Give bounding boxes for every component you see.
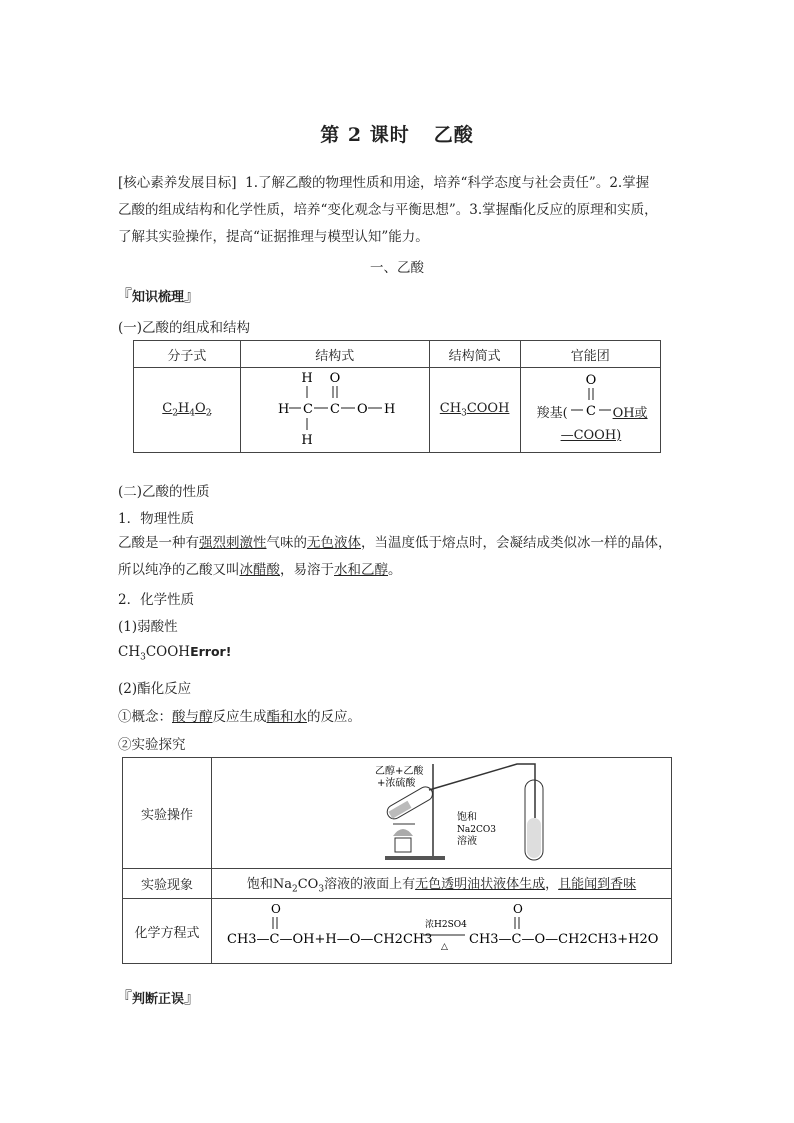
solution-liquid-icon (527, 818, 541, 858)
row-phenomenon-label: 实验现象 (123, 869, 212, 899)
equation-right: CH3—C—O—CH2CH3+H2O (468, 932, 658, 947)
burner-icon (395, 838, 411, 852)
equation-heat: △ (440, 942, 448, 952)
svg-text:C: C (302, 402, 313, 417)
carboxyl-alt: —COOH) (560, 428, 622, 443)
section-heading: 一、乙酸 (370, 260, 424, 276)
concept-line (118, 705, 361, 725)
goals-paragraph (118, 170, 678, 251)
equation-diagram (217, 899, 667, 959)
equation-cell (212, 899, 672, 964)
goals-line-3: 了解其实验操作，提高“证据推理与模型认知”能力。 (118, 229, 429, 245)
phys-text: ，当温度低于熔点时，会凝结成类似冰一样的晶体， (361, 535, 672, 551)
page-title (0, 120, 794, 147)
svg-text:O: O (585, 373, 596, 388)
svg-text:H: H (301, 433, 313, 448)
diagram-label-reactants: 乙醇+乙酸 (374, 766, 423, 777)
bracket-open-icon: 『 (116, 286, 133, 305)
svg-text:C: C (585, 404, 596, 419)
carboxyl-label: 羧基( (536, 406, 568, 421)
phys-answer: 无色液体 (307, 535, 361, 551)
row-operation-label: 实验操作 (123, 758, 212, 869)
simple-formula: $CH_3COOH$ (429, 368, 520, 453)
phen-text: CO (297, 876, 319, 892)
knowledge-label: 知识梳理 (132, 290, 185, 305)
physical-paragraph (118, 530, 678, 584)
subsection-properties: (二)乙酸的性质 (118, 484, 210, 500)
phen-text: 溶液的液面上有 (324, 876, 416, 892)
svg-text:O: O (329, 371, 341, 386)
diagram-label-na2co3: Na2CO3 (456, 825, 496, 835)
svg-text:H: H (277, 402, 290, 417)
phys-answer: 冰醋酸 (239, 562, 280, 578)
delivery-tube-icon (429, 764, 535, 818)
concept-text: 反应生成 (212, 709, 267, 725)
equation-condition: 浓H2SO4 (424, 920, 467, 930)
diagram-label-solution: 溶液 (456, 836, 477, 847)
weak-acid-heading: (1)弱酸性 (118, 619, 178, 635)
phen-answer: 无色透明油状液体生成 (415, 876, 546, 892)
experiment-table (122, 757, 672, 964)
molecular-formula: $C_2H_4O_2$ (134, 368, 241, 453)
physical-heading: 1．物理性质 (118, 511, 195, 527)
diagram-label-acid: +浓硫酸 (376, 778, 415, 789)
concept-text: ①概念： (118, 709, 172, 725)
test-tube-icon (384, 784, 434, 821)
phys-answer: 水和乙醇 (334, 562, 388, 578)
judge-box-title (116, 985, 200, 1008)
structural-formula-diagram (245, 368, 425, 448)
equation-left: CH3—C—OH+H—O—CH2CH3 (226, 932, 432, 947)
svg-text:C: C (329, 402, 340, 417)
svg-text:H: H (301, 371, 313, 386)
phys-text: ，易溶于 (280, 562, 334, 578)
lesson-topic: 乙酸 (433, 124, 474, 146)
header-formula: 分子式 (134, 341, 241, 368)
svg-text:O: O (270, 902, 281, 916)
phys-text: 乙酸是一种有 (118, 535, 199, 551)
error-line: $CH_3COOHError$! (118, 644, 232, 663)
structure-table (133, 340, 661, 453)
row-equation-label: 化学方程式 (123, 899, 212, 964)
chemical-heading: 2．化学性质 (118, 592, 195, 608)
flame-icon (393, 829, 413, 836)
phys-answer: 强烈刺激性 (199, 535, 267, 551)
apparatus-diagram (217, 758, 667, 864)
judge-label: 判断正误 (132, 992, 185, 1007)
diagram-label-saturated: 饱和 (456, 812, 477, 823)
goals-label: [核心素养发展目标] (118, 175, 237, 191)
lesson-number: 第 2 课时 (320, 124, 410, 146)
goals-line-1: 1.了解乙酸的物理性质和用途，培养“科学态度与社会责任”。2.掌握 (245, 175, 650, 191)
apparatus-cell (212, 758, 672, 869)
phen-text: ， (545, 876, 559, 892)
error-text: Error! (190, 644, 232, 659)
phys-text: 。 (388, 562, 402, 578)
bracket-close-icon: 』 (184, 988, 201, 1007)
phenomenon-text: 饱和$Na_2CO_3$溶液的液面上有无色透明油状液体生成，且能闻到香味 (212, 869, 672, 899)
structural-formula (240, 368, 429, 453)
esterification-heading: (2)酯化反应 (118, 681, 192, 697)
carboxyl-oh: OH或 (612, 406, 648, 421)
concept-text: 的反应。 (307, 709, 361, 725)
bracket-close-icon: 』 (184, 286, 201, 305)
phen-answer: 且能闻到香味 (558, 876, 637, 892)
concept-answer: 酸与醇 (172, 709, 213, 725)
header-functional: 官能团 (520, 341, 660, 368)
experiment-heading: ②实验探究 (118, 737, 186, 753)
stand-base-icon (385, 856, 445, 860)
svg-text:H: H (383, 402, 396, 417)
knowledge-box-title (116, 283, 200, 306)
bracket-open-icon: 『 (116, 988, 133, 1007)
svg-text:O: O (512, 902, 523, 916)
concept-answer: 酯和水 (266, 709, 307, 725)
goals-line-2: 乙酸的组成结构和化学性质，培养“变化观念与平衡思想”。3.掌握酯化反应的原理和实质， (118, 202, 658, 218)
phys-text: 所以纯净的乙酸又叫 (118, 562, 240, 578)
phen-text: 饱和Na (246, 876, 292, 892)
phys-text: 气味的 (266, 535, 307, 551)
functional-group (520, 368, 660, 453)
header-structural: 结构式 (240, 341, 429, 368)
svg-text:O: O (356, 402, 368, 417)
subsection-structure: (一)乙酸的组成和结构 (118, 320, 251, 336)
header-simple: 结构简式 (429, 341, 520, 368)
